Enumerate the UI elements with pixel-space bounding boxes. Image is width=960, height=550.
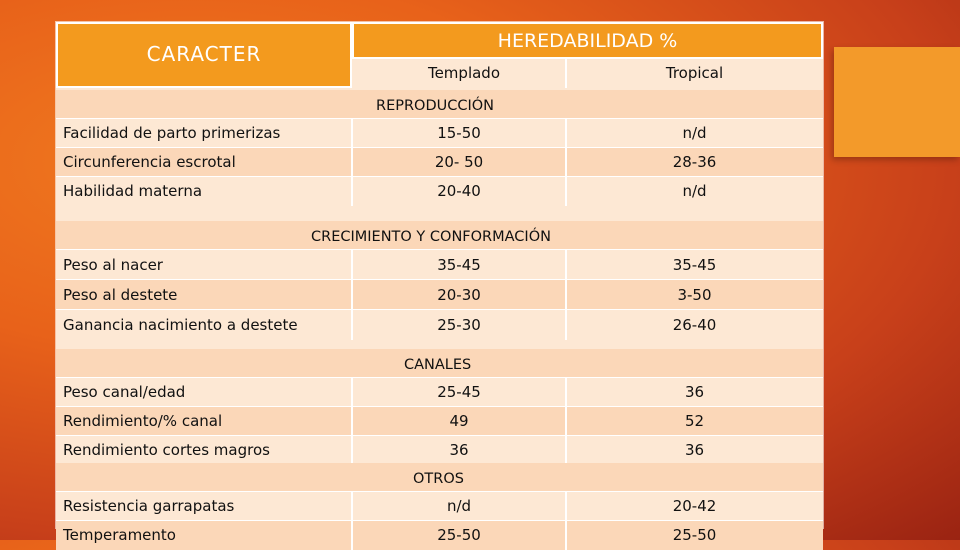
row-label: Peso al nacer [56,250,352,280]
column-divider [565,119,567,148]
column-divider [351,177,353,206]
cell-templado: 49 [352,407,566,436]
cell-tropical: 36 [566,436,823,465]
header-templado: Templado [352,59,566,88]
cell-templado: 25-30 [352,310,566,340]
column-divider [351,250,353,280]
column-divider [351,310,353,340]
cell-tropical: 3-50 [566,280,823,310]
decorative-square [834,47,960,157]
column-divider [351,119,353,148]
row-label: Facilidad de parto primerizas [56,119,352,148]
column-divider [565,177,567,206]
cell-tropical: 36 [566,378,823,407]
header-heredabilidad: HEREDABILIDAD % [352,22,823,59]
column-divider [565,310,567,340]
cell-tropical: 26-40 [566,310,823,340]
cell-templado: 15-50 [352,119,566,148]
heritability-table [56,22,823,544]
row-label: Temperamento [56,521,352,550]
column-divider [351,436,353,465]
row-label: Ganancia nacimiento a destete [56,310,352,340]
section-title: CANALES [404,357,472,373]
column-divider [565,492,567,521]
section-title: OTROS [413,471,464,487]
cell-templado: 35-45 [352,250,566,280]
column-divider [565,436,567,465]
header-tropical: Tropical [566,59,823,88]
row-label: Resistencia garrapatas [56,492,352,521]
column-divider [351,378,353,407]
column-divider [565,378,567,407]
cell-tropical: 35-45 [566,250,823,280]
row-label: Rendimiento cortes magros [56,436,352,465]
column-divider [351,280,353,310]
cell-templado: 20-30 [352,280,566,310]
column-divider [351,148,353,177]
cell-tropical: 25-50 [566,521,823,550]
row-label: Peso canal/edad [56,378,352,407]
column-divider [565,59,567,88]
column-divider [565,148,567,177]
cell-tropical: 20-42 [566,492,823,521]
header-caracter: CARACTER [56,22,352,88]
cell-templado: 36 [352,436,566,465]
cell-tropical: n/d [566,177,823,206]
column-divider [565,250,567,280]
cell-templado: 25-50 [352,521,566,550]
row-label: Habilidad materna [56,177,352,206]
section-title: CRECIMIENTO Y CONFORMACIÓN [311,229,551,245]
row-label: Circunferencia escrotal [56,148,352,177]
cell-tropical: 52 [566,407,823,436]
section-title: REPRODUCCIÓN [376,98,495,114]
row-label: Peso al destete [56,280,352,310]
column-divider [351,492,353,521]
column-divider [565,407,567,436]
column-divider [351,407,353,436]
cell-tropical: 28-36 [566,148,823,177]
cell-tropical: n/d [566,119,823,148]
row-label: Rendimiento/% canal [56,407,352,436]
cell-templado: 20-40 [352,177,566,206]
column-divider [565,521,567,550]
column-divider [565,280,567,310]
cell-templado: 25-45 [352,378,566,407]
column-divider [351,521,353,550]
cell-templado: 20- 50 [352,148,566,177]
cell-templado: n/d [352,492,566,521]
